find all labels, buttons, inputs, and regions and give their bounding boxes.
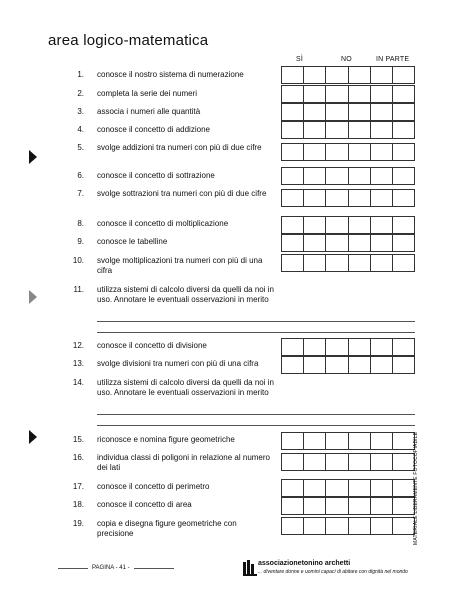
answer-cell[interactable] bbox=[371, 518, 393, 534]
item-text: utilizza sistemi di calcolo diversi da quelli da noi in uso. Annotare le eventuali osservazioni in merito bbox=[97, 285, 274, 304]
item-text: associa i numeri alle quantità bbox=[97, 107, 201, 116]
answer-cell[interactable] bbox=[282, 122, 304, 138]
answer-cell[interactable] bbox=[304, 480, 326, 496]
item-number: 19. bbox=[72, 519, 84, 528]
answer-cell[interactable] bbox=[349, 255, 371, 271]
answer-cell[interactable] bbox=[349, 217, 371, 233]
answer-cell[interactable] bbox=[393, 357, 414, 373]
answer-boxes[interactable] bbox=[281, 432, 415, 450]
answer-cell[interactable] bbox=[393, 168, 414, 184]
answer-boxes[interactable] bbox=[281, 103, 415, 121]
answer-boxes[interactable] bbox=[281, 216, 415, 234]
answer-cell[interactable] bbox=[393, 67, 414, 83]
column-header-no: NO bbox=[341, 56, 352, 63]
item-text: svolge sottrazioni tra numeri con più di due cifre bbox=[97, 189, 267, 198]
item-text: conosce il nostro sistema di numerazione bbox=[97, 70, 244, 79]
answer-cell[interactable] bbox=[304, 67, 326, 83]
answer-cell[interactable] bbox=[282, 104, 304, 120]
answer-boxes[interactable] bbox=[281, 453, 415, 471]
answer-cell[interactable] bbox=[282, 168, 304, 184]
item-text: conosce il concetto di moltiplicazione bbox=[97, 219, 229, 228]
answer-cell[interactable] bbox=[349, 144, 371, 160]
answer-cell[interactable] bbox=[326, 67, 348, 83]
item-number: 4. bbox=[77, 125, 84, 134]
item-number: 11. bbox=[73, 285, 84, 294]
answer-cell[interactable] bbox=[282, 339, 304, 355]
answer-cell[interactable] bbox=[393, 86, 414, 102]
answer-boxes[interactable] bbox=[281, 167, 415, 185]
item-number: 7. bbox=[77, 189, 84, 198]
item-number: 3. bbox=[77, 107, 84, 116]
answer-cell[interactable] bbox=[282, 498, 304, 514]
answer-boxes[interactable] bbox=[281, 189, 415, 207]
answer-cell[interactable] bbox=[371, 480, 393, 496]
answer-cell[interactable] bbox=[326, 217, 348, 233]
answer-cell[interactable] bbox=[371, 86, 393, 102]
section-marker-arrow bbox=[29, 430, 37, 444]
answer-cell[interactable] bbox=[282, 86, 304, 102]
page-number: PAGINA - 41 - bbox=[92, 565, 130, 571]
item-text: riconosce e nomina figure geometriche bbox=[97, 435, 235, 444]
notes-line[interactable] bbox=[97, 414, 415, 415]
answer-cell[interactable] bbox=[349, 86, 371, 102]
answer-boxes[interactable] bbox=[281, 356, 415, 374]
answer-cell[interactable] bbox=[393, 498, 414, 514]
item-number: 16. bbox=[72, 453, 84, 462]
answer-cell[interactable] bbox=[326, 357, 348, 373]
answer-cell[interactable] bbox=[326, 144, 348, 160]
answer-cell[interactable] bbox=[371, 168, 393, 184]
answer-boxes[interactable] bbox=[281, 254, 415, 272]
item-number: 18. bbox=[72, 500, 84, 509]
answer-cell[interactable] bbox=[326, 235, 348, 251]
answer-cell[interactable] bbox=[326, 480, 348, 496]
answer-cell[interactable] bbox=[371, 122, 393, 138]
item-text: individua classi di poligoni in relazione al numero dei lati bbox=[97, 453, 270, 472]
answer-cell[interactable] bbox=[304, 190, 326, 206]
answer-cell[interactable] bbox=[371, 104, 393, 120]
answer-cell[interactable] bbox=[326, 86, 348, 102]
answer-boxes[interactable] bbox=[281, 479, 415, 497]
answer-cell[interactable] bbox=[326, 255, 348, 271]
answer-cell[interactable] bbox=[371, 339, 393, 355]
section-marker-arrow bbox=[29, 150, 37, 164]
org-tagline: ... diventare donne e uomini capaci di abitare con dignità nel mondo bbox=[258, 569, 408, 575]
item-number: 2. bbox=[77, 89, 84, 98]
answer-boxes[interactable] bbox=[281, 121, 415, 139]
answer-cell[interactable] bbox=[304, 357, 326, 373]
answer-boxes[interactable] bbox=[281, 517, 415, 535]
answer-cell[interactable] bbox=[393, 255, 414, 271]
page-footer bbox=[58, 565, 174, 571]
answer-cell[interactable] bbox=[349, 104, 371, 120]
answer-cell[interactable] bbox=[349, 168, 371, 184]
answer-cell[interactable] bbox=[304, 518, 326, 534]
answer-cell[interactable] bbox=[371, 454, 393, 470]
item-number: 14. bbox=[72, 378, 84, 387]
answer-cell[interactable] bbox=[349, 235, 371, 251]
answer-cell[interactable] bbox=[349, 357, 371, 373]
answer-cell[interactable] bbox=[349, 518, 371, 534]
item-text: svolge divisioni tra numeri con più di una cifra bbox=[97, 359, 259, 368]
answer-cell[interactable] bbox=[326, 433, 348, 449]
answer-boxes[interactable] bbox=[281, 497, 415, 515]
answer-cell[interactable] bbox=[326, 104, 348, 120]
answer-cell[interactable] bbox=[282, 235, 304, 251]
item-text: svolge moltiplicazioni tra numeri con più di una cifra bbox=[97, 256, 263, 275]
item-text: utilizza sistemi di calcolo diversi da quelli da noi in uso. Annotare le eventuali osservazioni in merito bbox=[97, 378, 274, 397]
answer-cell[interactable] bbox=[393, 235, 414, 251]
column-header-si: SÌ bbox=[296, 56, 304, 63]
item-number: 5. bbox=[77, 143, 84, 152]
answer-cell[interactable] bbox=[304, 104, 326, 120]
answer-cell[interactable] bbox=[282, 433, 304, 449]
item-text: copia e disegna figure geometriche con precisione bbox=[97, 519, 237, 538]
item-text: conosce il concetto di addizione bbox=[97, 125, 210, 134]
item-number: 1. bbox=[77, 70, 84, 79]
answer-cell[interactable] bbox=[304, 235, 326, 251]
answer-cell[interactable] bbox=[304, 144, 326, 160]
answer-boxes[interactable] bbox=[281, 234, 415, 252]
answer-cell[interactable] bbox=[304, 217, 326, 233]
section-marker-arrow bbox=[29, 290, 37, 304]
answer-cell[interactable] bbox=[371, 67, 393, 83]
item-number: 15. bbox=[72, 435, 84, 444]
answer-cell[interactable] bbox=[393, 122, 414, 138]
answer-cell[interactable] bbox=[371, 144, 393, 160]
answer-cell[interactable] bbox=[371, 433, 393, 449]
answer-cell[interactable] bbox=[371, 217, 393, 233]
answer-cell[interactable] bbox=[326, 122, 348, 138]
answer-cell[interactable] bbox=[371, 498, 393, 514]
answer-cell[interactable] bbox=[349, 67, 371, 83]
footer-rule bbox=[58, 568, 88, 569]
answer-cell[interactable] bbox=[349, 433, 371, 449]
answer-cell[interactable] bbox=[393, 190, 414, 206]
answer-boxes[interactable] bbox=[281, 338, 415, 356]
answer-cell[interactable] bbox=[282, 518, 304, 534]
item-number: 9. bbox=[77, 237, 84, 246]
answer-boxes[interactable] bbox=[281, 85, 415, 103]
answer-cell[interactable] bbox=[304, 168, 326, 184]
answer-cell[interactable] bbox=[349, 339, 371, 355]
answer-cell[interactable] bbox=[304, 122, 326, 138]
answer-cell[interactable] bbox=[282, 454, 304, 470]
answer-cell[interactable] bbox=[371, 357, 393, 373]
page-title: area logico-matematica bbox=[48, 32, 209, 49]
side-note: MATERIALE LIBERAMENTE FOTOCOPIABILE bbox=[413, 431, 419, 545]
item-text: conosce il concetto di perimetro bbox=[97, 482, 210, 491]
answer-cell[interactable] bbox=[393, 217, 414, 233]
answer-cell[interactable] bbox=[393, 454, 414, 470]
answer-cell[interactable] bbox=[393, 433, 414, 449]
item-number: 13. bbox=[72, 359, 84, 368]
item-number: 12. bbox=[72, 341, 84, 350]
item-number: 8. bbox=[77, 219, 84, 228]
item-text: completa la serie dei numeri bbox=[97, 89, 198, 98]
item-number: 6. bbox=[77, 171, 84, 180]
answer-cell[interactable] bbox=[349, 190, 371, 206]
answer-cell[interactable] bbox=[282, 357, 304, 373]
answer-cell[interactable] bbox=[349, 454, 371, 470]
item-text: conosce il concetto di divisione bbox=[97, 341, 207, 350]
answer-cell[interactable] bbox=[349, 480, 371, 496]
answer-cell[interactable] bbox=[349, 498, 371, 514]
item-number: 17. bbox=[72, 482, 84, 491]
column-header-in-parte: IN PARTE bbox=[376, 56, 410, 63]
notes-line[interactable] bbox=[97, 332, 415, 333]
answer-cell[interactable] bbox=[326, 518, 348, 534]
answer-cell[interactable] bbox=[282, 67, 304, 83]
answer-cell[interactable] bbox=[282, 480, 304, 496]
answer-cell[interactable] bbox=[349, 122, 371, 138]
item-number: 10. bbox=[72, 256, 84, 265]
answer-cell[interactable] bbox=[393, 480, 414, 496]
answer-cell[interactable] bbox=[326, 190, 348, 206]
answer-cell[interactable] bbox=[393, 144, 414, 160]
answer-cell[interactable] bbox=[282, 144, 304, 160]
answer-cell[interactable] bbox=[371, 255, 393, 271]
answer-cell[interactable] bbox=[326, 339, 348, 355]
answer-boxes[interactable] bbox=[281, 66, 415, 84]
answer-cell[interactable] bbox=[371, 190, 393, 206]
answer-cell[interactable] bbox=[393, 518, 414, 534]
footer-rule bbox=[134, 568, 174, 569]
answer-cell[interactable] bbox=[326, 454, 348, 470]
org-name: associazionetonino archetti bbox=[258, 560, 351, 567]
answer-cell[interactable] bbox=[304, 255, 326, 271]
answer-cell[interactable] bbox=[326, 498, 348, 514]
answer-cell[interactable] bbox=[282, 217, 304, 233]
item-text: svolge addizioni tra numeri con più di due cifre bbox=[97, 143, 262, 152]
item-text: conosce il concetto di area bbox=[97, 500, 192, 509]
notes-line[interactable] bbox=[97, 425, 415, 426]
answer-cell[interactable] bbox=[304, 454, 326, 470]
answer-cell[interactable] bbox=[393, 104, 414, 120]
answer-cell[interactable] bbox=[326, 168, 348, 184]
answer-cell[interactable] bbox=[282, 255, 304, 271]
answer-boxes[interactable] bbox=[281, 143, 415, 161]
answer-cell[interactable] bbox=[304, 433, 326, 449]
answer-cell[interactable] bbox=[393, 339, 414, 355]
answer-cell[interactable] bbox=[304, 339, 326, 355]
answer-cell[interactable] bbox=[282, 190, 304, 206]
item-text: conosce il concetto di sottrazione bbox=[97, 171, 215, 180]
answer-cell[interactable] bbox=[371, 235, 393, 251]
notes-line[interactable] bbox=[97, 321, 415, 322]
answer-cell[interactable] bbox=[304, 498, 326, 514]
answer-cell[interactable] bbox=[304, 86, 326, 102]
item-text: conosce le tabelline bbox=[97, 237, 168, 246]
